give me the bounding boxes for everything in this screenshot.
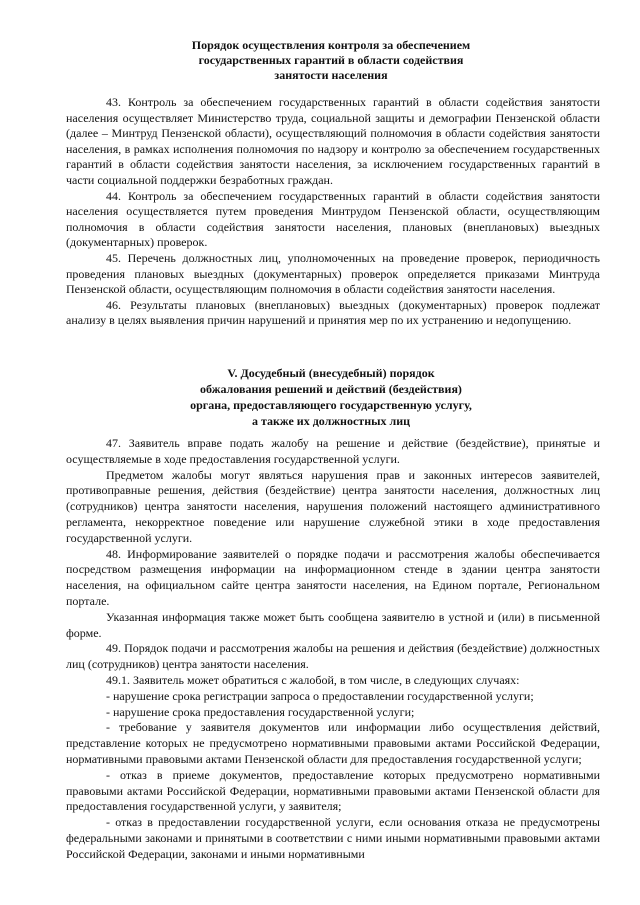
document-title-line: занятости населения: [274, 68, 388, 82]
section-title-line: V. Досудебный (внесудебный) порядок: [227, 366, 435, 380]
document-title-line: Порядок осуществления контроля за обеспечением: [191, 38, 471, 52]
document-title-line: государственных гарантий в области содействия: [198, 53, 464, 67]
list-item: - отказ в приеме документов, предоставление которых предусмотрено нормативными правовыми актами Российской Федерации, нормативными правовыми актами Пензенской области для предоставления государственной услуги, у заявителя;: [66, 767, 600, 814]
paragraph-46: 46. Результаты плановых (внеплановых) выездных (документарных) проверок подлежат анализу в целях выявления причин нарушений и принятия мер по их устранению и недопущению.: [66, 297, 600, 328]
section-v-title: [66, 365, 596, 429]
paragraph-45: 45. Перечень должностных лиц, уполномоченных на проведение проверок, периодичность проведения плановых выездных (документарных) проверок определяется приказами Минтруда Пензенской области, осуществляющим полномочия в области содействия занятости населения.: [66, 250, 600, 297]
list-item: - требование у заявителя документов или информации либо осуществления действий, представление которых не предусмотрено нормативными правовыми актами Российской Федерации, нормативными правовыми актами Пензенской области для предоставления государственной услуги;: [66, 720, 600, 766]
paragraph-47: 47. Заявитель вправе подать жалобу на решение и действие (бездействие), принятые и осуществляемые в ходе предоставления государственной услуги.: [66, 436, 600, 466]
paragraph-49-1: 49.1. Заявитель может обратиться с жалобой, в том числе, в следующих случаях:: [106, 672, 520, 687]
document-title: [66, 38, 596, 83]
appeal-section-text: [66, 436, 600, 863]
paragraph-44: 44. Контроль за обеспечением государственных гарантий в области содействия занятости населения осуществляется путем проведения Минтрудом Пензенской области, осуществляющим полномочия в области содействия занятости населения, плановых (внеплановых) выездных (документарных) проверок.: [66, 188, 600, 250]
section-title-line: а также их должностных лиц: [251, 414, 411, 428]
list-item: - нарушение срока регистрации запроса о предоставлении государственной услуги;: [106, 688, 534, 703]
list-item: - нарушение срока предоставления государственной услуги;: [106, 704, 415, 719]
paragraph-info-oral: Указанная информация также может быть сообщена заявителю в устной и (или) в письменной форме.: [66, 609, 600, 640]
paragraph-complaint-subject: Предметом жалобы могут являться нарушения прав и законных интересов заявителей, противоправные решения, действия (бездействие) центра занятости населения, должностных лиц (сотрудников) центра занятости населения, нарушения положений настоящего административного регламента, некорректное поведение или нарушение служебной этики в ходе предоставления государственной услуги.: [66, 467, 600, 545]
list-item: - отказ в предоставлении государственной услуги, если основания отказа не предусмотрены федеральными законами и принятыми в соответствии с ними иными нормативными правовыми актами Российской Федерации, законами и иными нормативными: [66, 815, 600, 861]
paragraph-49: 49. Порядок подачи и рассмотрения жалобы на решения и действия (бездействие) должностных лиц (сотрудников) центра занятости населения.: [66, 641, 600, 672]
control-section-text: [66, 95, 600, 329]
section-title-line: органа, предоставляющего государственную услугу,: [190, 398, 472, 412]
section-title-line: обжалования решений и действий (бездействия): [200, 382, 462, 396]
paragraph-48: 48. Информирование заявителей о порядке подачи и рассмотрения жалобы обеспечивается посредством размещения информации на информационном стенде в здании центра занятости населения, на официальном сайте центра занятости населения, на Едином портале, Региональном портале.: [66, 546, 600, 608]
paragraph-43: 43. Контроль за обеспечением государственных гарантий в области содействия занятости населения осуществляет Министерство труда, социальной защиты и демографии Пензенской области (далее – Минтруд Пензенской области), осуществляющий полномочия в области содействия занятости населения, в рамках исполнения полномочия по надзору и контролю за обеспечением государственных гарантий в области содействия занятости населения, за исключением государственных гарантий в части социальной поддержки безработных граждан.: [66, 95, 600, 187]
